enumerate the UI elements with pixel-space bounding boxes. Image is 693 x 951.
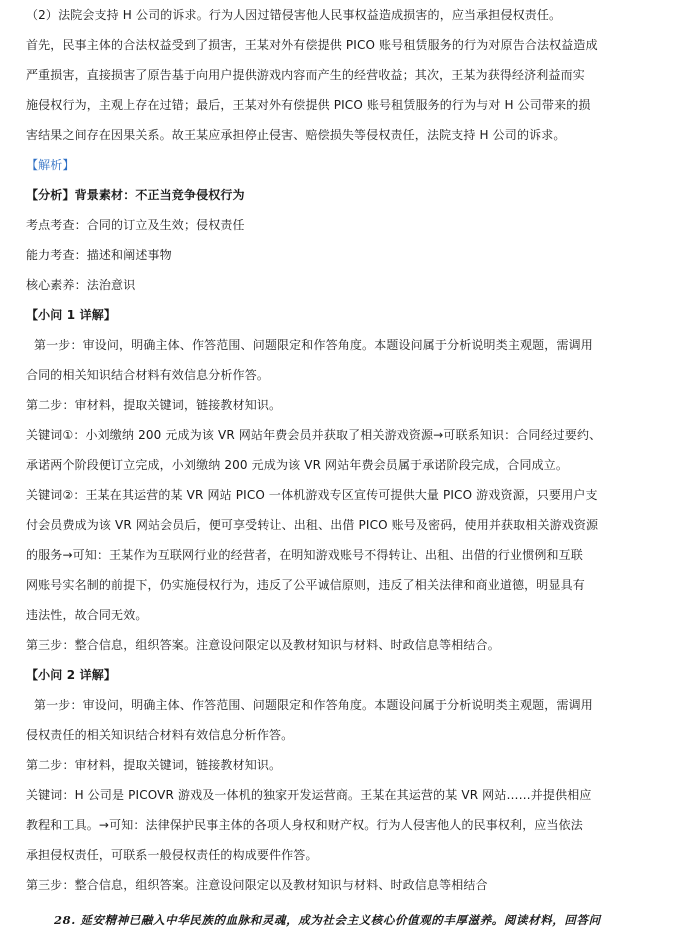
text-line-24: 第一步：审设问，明确主体、作答范围、问题限定和作答角度。本题设问属于分析说明类主观题，需调用: [34, 698, 593, 712]
text-line-15: 关键词①：小刘缴纳 200 元成为该 VR 网站年费会员并获取了相关游戏资源→可联系知识：合同经过要约、: [26, 428, 602, 442]
text-line-22: 第三步：整合信息，组织答案。注意设问限定以及教材知识与材料、时政信息等相结合。: [26, 638, 500, 652]
text-line-31: 28. 延安精神已融入中华民族的血脉和灵魂，成为社会主义核心价值观的丰厚滋养。阅读材料，回答问: [54, 913, 601, 927]
text-line-19: 的服务→可知：王某作为互联网行业的经营者，在明知游戏账号不得转让、出租、出借的行业惯例和互联: [26, 548, 583, 562]
text-line-16: 承诺两个阶段便订立完成，小刘缴纳 200 元成为该 VR 网站年费会员属于承诺阶段完成，合同成立。: [26, 458, 569, 472]
text-line-7: 【分析】背景素材：不正当竞争侵权行为: [26, 188, 245, 202]
text-line-13: 合同的相关知识结合材料有效信息分析作答。: [26, 368, 270, 382]
text-line-9: 能力考查：描述和阐述事物: [26, 248, 172, 262]
text-line-2: 首先，民事主体的合法权益受到了损害，王某对外有偿提供 PICO 账号租赁服务的行为对原告合法权益造成: [26, 38, 598, 52]
text-line-6: 【解析】: [26, 158, 75, 172]
text-line-1: （2）法院会支持 H 公司的诉求。行为人因过错侵害他人民事权益造成损害的，应当承担侵权责任。: [26, 8, 562, 22]
text-line-27: 关键词：H 公司是 PICOVR 游戏及一体机的独家开发运营商。王某在其运营的某 VR 网站……并提供相应: [26, 788, 592, 802]
text-line-14: 第二步：审材料，提取关键词，链接教材知识。: [26, 398, 282, 412]
text-line-29: 承担侵权责任，可联系一般侵权责任的构成要件作答。: [26, 848, 318, 862]
text-line-10: 核心素养：法治意识: [26, 278, 136, 292]
text-line-26: 第二步：审材料，提取关键词，链接教材知识。: [26, 758, 282, 772]
text-line-8: 考点考查：合同的订立及生效；侵权责任: [26, 218, 245, 232]
text-line-30: 第三步：整合信息，组织答案。注意设问限定以及教材知识与材料、时政信息等相结合: [26, 878, 488, 892]
text-line-17: 关键词②：王某在其运营的某 VR 网站 PICO 一体机游戏专区宣传可提供大量 PICO 游戏资源，只要用户支: [26, 488, 598, 502]
text-line-21: 违法性，故合同无效。: [26, 608, 148, 622]
text-line-4: 施侵权行为，主观上存在过错；最后，王某对外有偿提供 PICO 账号租赁服务的行为与对 H 公司带来的损: [26, 98, 591, 112]
text-line-18: 付会员费成为该 VR 网站会员后，便可享受转让、出租、出借 PICO 账号及密码，使用并获取相关游戏资源: [26, 518, 599, 532]
text-line-28: 教程和工具。→可知：法律保护民事主体的各项人身权和财产权。行为人侵害他人的民事权利，应当依法: [26, 818, 583, 832]
text-line-23: 【小问 2 详解】: [26, 668, 117, 682]
text-line-11: 【小问 1 详解】: [26, 308, 117, 322]
text-line-3: 严重损害，直接损害了原告基于向用户提供游戏内容而产生的经营收益；其次，王某为获得经济利益而实: [26, 68, 585, 82]
text-line-12: 第一步：审设问，明确主体、作答范围、问题限定和作答角度。本题设问属于分析说明类主观题，需调用: [34, 338, 593, 352]
text-line-25: 侵权责任的相关知识结合材料有效信息分析作答。: [26, 728, 294, 742]
text-line-20: 网账号实名制的前提下，仍实施侵权行为，违反了公平诚信原则，违反了相关法律和商业道德，明显具有: [26, 578, 585, 592]
text-line-5: 害结果之间存在因果关系。故王某应承担停止侵害、赔偿损失等侵权责任，法院支持 H 公司的诉求。: [26, 128, 566, 142]
